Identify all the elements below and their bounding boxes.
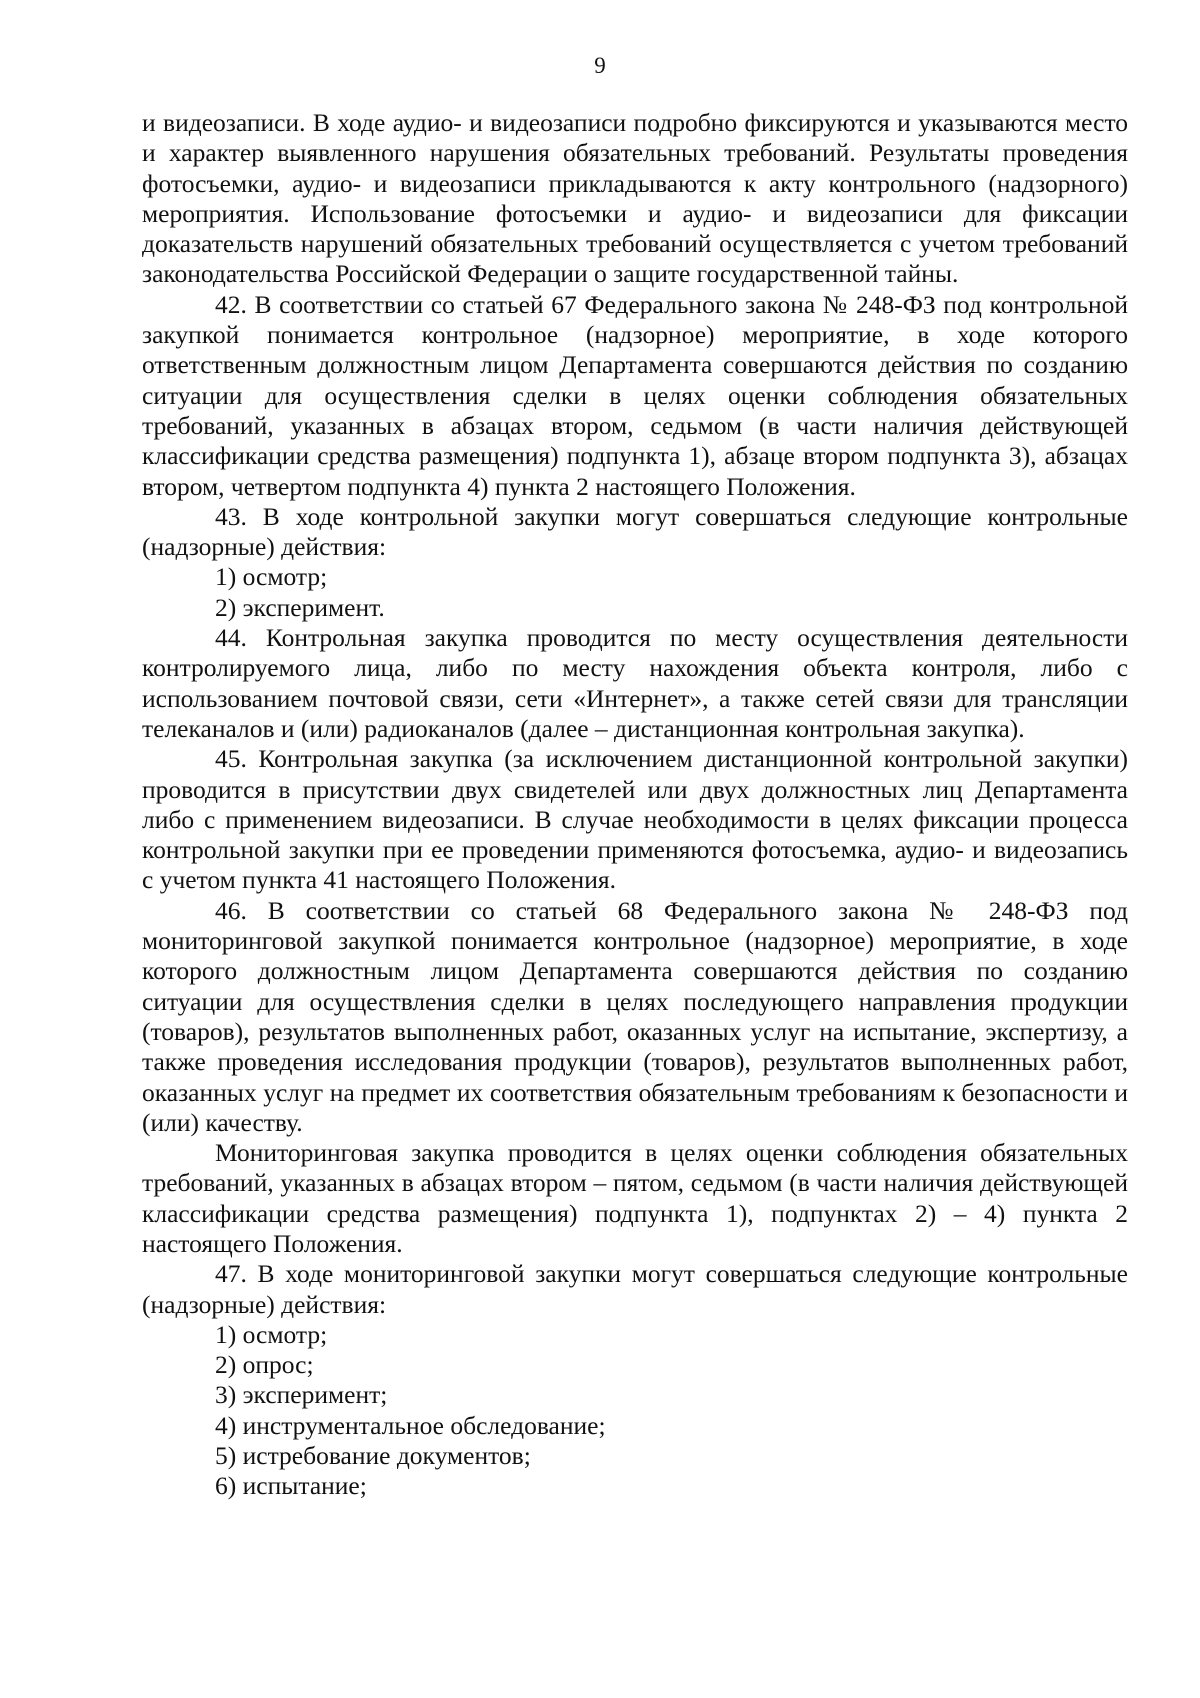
paragraph-45: 45. Контрольная закупка (за исключением дистанционной контрольной закупки) проводится в присутствии двух свидетелей или двух должностных лиц Департамента либо с применением видеозаписи. В случае необходимости в целях фиксации процесса контрольной закупки при ее проведении применяются фотосъемка, аудио- и видеозапись с учетом пункта 41 настоящего Положения.	[142, 744, 1128, 895]
paragraph-46: 46. В соответствии со статьей 68 Федерального закона № 248-ФЗ под мониторинговой закупкой понимается контрольное (надзорное) мероприятие, в ходе которого должностным лицом Департамента совершаются действия по созданию ситуации для осуществления сделки в целях последующего направления продукции (товаров), результатов выполненных работ, оказанных услуг на испытание, экспертизу, а также проведения исследования продукции (товаров), результатов выполненных работ, оказанных услуг на предмет их соответствия обязательным требованиям к безопасности и (или) качеству.	[142, 895, 1128, 1137]
list-item: 5) истребование документов;	[215, 1441, 531, 1471]
list-item: 1) осмотр;	[215, 1319, 328, 1349]
paragraph-42: 42. В соответствии со статьей 67 Федерального закона № 248-ФЗ под контрольной закупкой понимается контрольное (надзорное) мероприятие, в ходе которого ответственным должностным лицом Департамента совершаются действия по созданию ситуации для осуществления сделки в целях оценки соблюдения обязательных требований, указанных в абзацах втором, седьмом (в части наличия действующей классификации средства размещения) подпункта 1), абзаце втором подпункта 3), абзацах втором, четвертом подпункта 4) пункта 2 настоящего Положения.	[142, 289, 1128, 501]
paragraph-41-continuation: и видеозаписи. В ходе аудио- и видеозаписи подробно фиксируются и указываются место и характер выявленного нарушения обязательных требований. Результаты проведения фотосъемки, аудио- и видеозаписи прикладываются к акту контрольного (надзорного) мероприятия. Использование фотосъемки и аудио- и видеозаписи для фиксации доказательств нарушений обязательных требований осуществляется с учетом требований законодательства Российской Федерации о защите государственной тайны.	[142, 108, 1128, 289]
list-item: 3) эксперимент;	[215, 1380, 388, 1410]
paragraph-44: 44. Контрольная закупка проводится по месту осуществления деятельности контролируемого лица, либо по месту нахождения объекта контроля, либо с использованием почтовой связи, сети «Интернет», а также сетей связи для трансляции телеканалов и (или) радиоканалов (далее – дистанционная контрольная закупка).	[142, 623, 1128, 743]
list-item: 1) осмотр;	[215, 562, 328, 592]
list-item: 2) опрос;	[215, 1350, 314, 1380]
list-item: 2) эксперимент.	[215, 592, 385, 622]
page-number: 9	[594, 53, 606, 78]
list-item: 6) испытание;	[215, 1471, 367, 1501]
paragraph-46-monitoring: Мониторинговая закупка проводится в целях оценки соблюдения обязательных требований, указанных в абзацах втором – пятом, седьмом (в части наличия действующей классификации средства размещения) подпункта 1), подпунктах 2) – 4) пункта 2 настоящего Положения.	[142, 1138, 1128, 1258]
document-body	[142, 108, 1128, 1502]
paragraph-47: 47. В ходе мониторинговой закупки могут совершаться следующие контрольные (надзорные) действия:	[142, 1259, 1128, 1319]
list-item: 4) инструментальное обследование;	[215, 1410, 606, 1440]
paragraph-43: 43. В ходе контрольной закупки могут совершаться следующие контрольные (надзорные) действия:	[142, 501, 1128, 562]
